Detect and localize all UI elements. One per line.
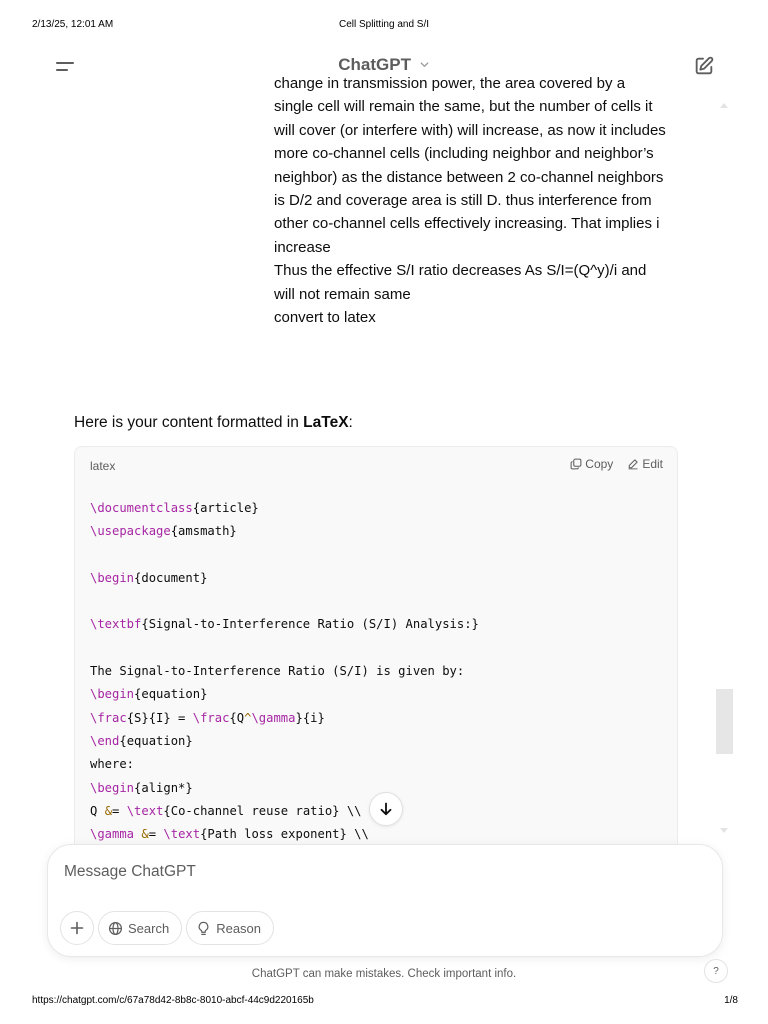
composer-tools [60, 911, 274, 945]
code-token: {Path loss exponent} \\ [200, 827, 369, 842]
chevron-down-icon [419, 59, 430, 70]
user-message [274, 75, 669, 344]
code-token: {document} [134, 570, 208, 585]
code-token: \begin [90, 687, 135, 702]
scroll-down-arrow[interactable] [720, 828, 728, 833]
code-token: ^ [244, 710, 252, 725]
print-footer [0, 995, 768, 1009]
code-token: \begin [90, 570, 135, 585]
reason-button[interactable] [186, 911, 274, 945]
code-token: {Co-channel reuse ratio} \\ [163, 803, 362, 818]
user-message-paragraph: convert to latex [274, 309, 376, 327]
edit-code-label: Edit [642, 457, 663, 471]
code-token: {Q [229, 710, 245, 725]
code-token: {Signal-to-Interference Ratio (S/I) Analysis:} [141, 617, 479, 632]
new-chat-pencil-icon[interactable] [693, 55, 715, 77]
code-token: \end [90, 733, 120, 748]
print-header [0, 19, 768, 33]
code-actions [570, 457, 663, 471]
code-token: \textbf [90, 617, 142, 632]
assistant-intro-text: Here is your content formatted in [74, 414, 304, 431]
code-line [90, 660, 667, 683]
print-datetime: 2/13/25, 12:01 AM [32, 19, 114, 30]
code-token: {equation} [119, 733, 193, 748]
code-token: \gamma [90, 827, 135, 842]
disclaimer-text: ChatGPT can make mistakes. Check important info. [251, 968, 517, 980]
code-token: {equation} [134, 687, 208, 702]
search-button[interactable] [98, 911, 182, 945]
help-button[interactable]: ? [704, 959, 728, 983]
code-token: \frac [90, 710, 127, 725]
print-url: https://chatgpt.com/c/67a78d42-8b8c-8010-abcf-44c9d220165b [32, 995, 314, 1006]
code-token: {article} [192, 501, 259, 515]
code-token: & [104, 803, 113, 818]
copy-code-label: Copy [585, 457, 614, 471]
edit-pencil-icon [627, 458, 639, 470]
code-line [90, 683, 667, 706]
user-message-paragraph: single cell will remain the same, but the number of cells it will cover (or interfere with) will increase, as now it includes more co-channel cells (including neighbor and neighbor’s neighbor) as the distance between 2 co-channel neighbors is D/2 and coverage area is still D. thus interference from other co-channel cells effectively increasing. That implies i increase [274, 98, 666, 256]
scrollbar-thumb[interactable] [716, 689, 733, 754]
scroll-to-bottom-button[interactable] [369, 792, 403, 826]
lightbulb-icon [196, 921, 211, 936]
print-page-number: 1/8 [724, 995, 738, 1006]
print-page-title: Cell Splitting and S/I [338, 19, 430, 30]
code-line [90, 730, 667, 753]
code-line [90, 590, 667, 613]
message-input[interactable] [62, 859, 666, 885]
user-message-paragraph: Thus the effective S/I ratio decreases As S/I=(Q^y)/i and will not remain same [274, 262, 647, 303]
code-line [90, 544, 667, 567]
assistant-intro-colon: : [348, 414, 353, 431]
model-name: ChatGPT [338, 55, 411, 74]
globe-icon [108, 921, 123, 936]
code-token: \gamma [251, 710, 296, 725]
copy-icon [570, 458, 582, 470]
code-token: & [141, 827, 149, 842]
code-language-label: latex [90, 459, 116, 473]
code-token: {align*} [134, 780, 193, 795]
edit-code-button[interactable] [627, 457, 663, 471]
code-token: \frac [192, 710, 230, 725]
code-token: {amsmath} [170, 524, 237, 539]
code-line [90, 753, 667, 776]
reason-label: Reason [216, 920, 262, 936]
code-line [90, 520, 667, 543]
code-token: }{i} [295, 710, 325, 725]
code-token: \documentclass [90, 501, 193, 515]
user-message-clipped-line: change in transmission power, the area covered by a [274, 75, 626, 92]
plus-icon [70, 921, 84, 935]
attach-button[interactable] [60, 911, 94, 945]
code-block [74, 446, 678, 845]
assistant-intro-bold: LaTeX [303, 414, 349, 431]
code-token: {S}{I} = [126, 710, 193, 725]
copy-code-button[interactable] [570, 457, 613, 471]
scroll-up-arrow[interactable] [720, 103, 728, 108]
sidebar-menu-icon[interactable] [56, 59, 76, 75]
code-token: Q [90, 803, 105, 818]
code-line [90, 823, 667, 846]
code-line [90, 613, 667, 636]
code-token: \text [163, 827, 201, 842]
code-token: where: [90, 757, 135, 772]
code-token: \usepackage [90, 524, 171, 539]
code-token: = [112, 803, 127, 818]
code-token: The Signal-to-Interference Ratio (S/I) is given by: [90, 664, 465, 679]
code-token: \begin [90, 780, 135, 795]
code-line [90, 497, 667, 520]
assistant-intro [74, 414, 353, 432]
code-token: = [148, 827, 164, 842]
arrow-down-icon [378, 801, 394, 817]
message-composer [47, 844, 723, 957]
code-line [90, 567, 667, 590]
code-line [90, 637, 667, 660]
code-block-header [75, 447, 677, 483]
search-label: Search [128, 920, 170, 936]
code-token: \text [126, 803, 164, 818]
code-line [90, 707, 667, 730]
